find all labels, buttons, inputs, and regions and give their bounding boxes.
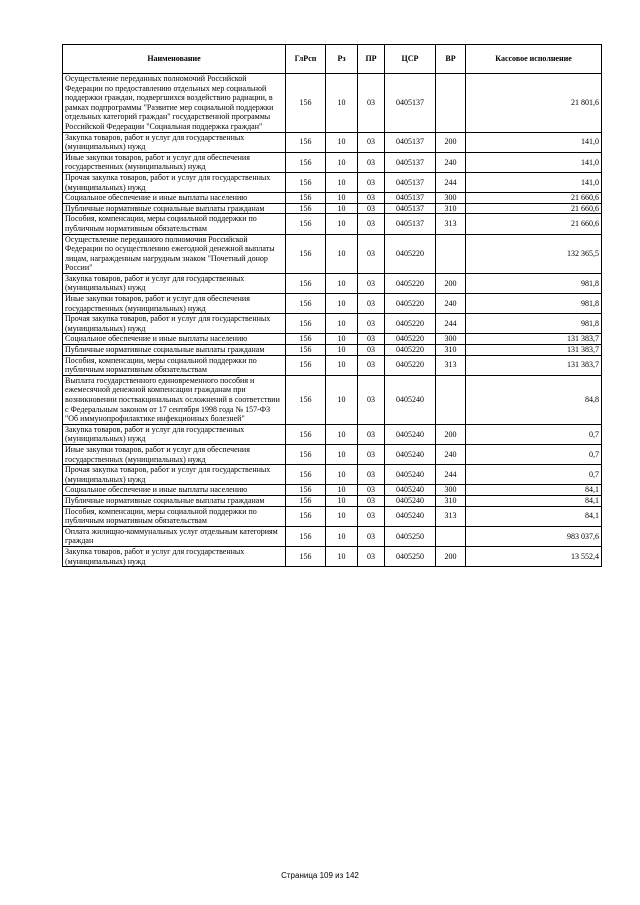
cell-name: Публичные нормативные социальные выплаты гражданам bbox=[63, 345, 286, 356]
cell-glrsp: 156 bbox=[286, 214, 326, 234]
cell-csr: 0405137 bbox=[385, 203, 436, 214]
cell-pr: 03 bbox=[358, 132, 385, 152]
cell-pr: 03 bbox=[358, 526, 385, 546]
cell-rz: 10 bbox=[326, 526, 358, 546]
cell-name: Социальное обеспечение и иные выплаты населению bbox=[63, 193, 286, 204]
cell-rz: 10 bbox=[326, 424, 358, 444]
cell-csr: 0405240 bbox=[385, 444, 436, 464]
cell-pr: 03 bbox=[358, 334, 385, 345]
cell-name: Закупка товаров, работ и услуг для государственных (муниципальных) нужд bbox=[63, 424, 286, 444]
cell-pr: 03 bbox=[358, 273, 385, 293]
cell-vr bbox=[436, 74, 466, 133]
table-row bbox=[63, 314, 602, 334]
cell-vr: 200 bbox=[436, 132, 466, 152]
cell-vr: 313 bbox=[436, 214, 466, 234]
table-row bbox=[63, 506, 602, 526]
cell-pr: 03 bbox=[358, 375, 385, 424]
cell-csr: 0405220 bbox=[385, 273, 436, 293]
cell-name: Прочая закупка товаров, работ и услуг для государственных (муниципальных) нужд bbox=[63, 314, 286, 334]
table-row bbox=[63, 444, 602, 464]
cell-name: Пособия, компенсации, меры социальной поддержки по публичным нормативным обязательствам bbox=[63, 214, 286, 234]
cell-pr: 03 bbox=[358, 193, 385, 204]
cell-name: Социальное обеспечение и иные выплаты населению bbox=[63, 485, 286, 496]
cell-vr: 240 bbox=[436, 152, 466, 172]
cell-glrsp: 156 bbox=[286, 152, 326, 172]
cell-vr: 310 bbox=[436, 495, 466, 506]
cell-name: Публичные нормативные социальные выплаты гражданам bbox=[63, 203, 286, 214]
cell-glrsp: 156 bbox=[286, 172, 326, 192]
cell-pr: 03 bbox=[358, 345, 385, 356]
cell-name: Иные закупки товаров, работ и услуг для обеспечения государственных (муниципальных) нужд bbox=[63, 152, 286, 172]
cell-rz: 10 bbox=[326, 465, 358, 485]
cell-pr: 03 bbox=[358, 495, 385, 506]
budget-table bbox=[62, 44, 602, 567]
cell-csr: 0405220 bbox=[385, 314, 436, 334]
cell-amount: 141,0 bbox=[466, 132, 602, 152]
cell-glrsp: 156 bbox=[286, 546, 326, 566]
cell-vr bbox=[436, 526, 466, 546]
cell-rz: 10 bbox=[326, 132, 358, 152]
table-row bbox=[63, 273, 602, 293]
cell-csr: 0405240 bbox=[385, 506, 436, 526]
cell-pr: 03 bbox=[358, 152, 385, 172]
table-row bbox=[63, 546, 602, 566]
cell-glrsp: 156 bbox=[286, 314, 326, 334]
cell-glrsp: 156 bbox=[286, 355, 326, 375]
cell-amount: 131 383,7 bbox=[466, 334, 602, 345]
cell-vr: 244 bbox=[436, 314, 466, 334]
cell-amount: 981,8 bbox=[466, 273, 602, 293]
table-row bbox=[63, 152, 602, 172]
col-header-vr: ВР bbox=[436, 45, 466, 74]
cell-name: Закупка товаров, работ и услуг для государственных (муниципальных) нужд bbox=[63, 546, 286, 566]
cell-vr: 300 bbox=[436, 193, 466, 204]
cell-rz: 10 bbox=[326, 495, 358, 506]
cell-csr: 0405240 bbox=[385, 485, 436, 496]
cell-name: Осуществление переданных полномочий Российской Федерации по предоставлению отдельных мер социальной поддержки граждан, подвергшихся воздействию радиации, в рамках подпрограммы "Развитие мер социальной поддержки отдельных категорий граждан" государственной программы Российской Федерации "Социальная поддержка граждан" bbox=[63, 74, 286, 133]
cell-amount: 21 660,6 bbox=[466, 193, 602, 204]
cell-rz: 10 bbox=[326, 273, 358, 293]
table-row bbox=[63, 74, 602, 133]
cell-csr: 0405220 bbox=[385, 355, 436, 375]
cell-rz: 10 bbox=[326, 375, 358, 424]
cell-name: Пособия, компенсации, меры социальной поддержки по публичным нормативным обязательствам bbox=[63, 506, 286, 526]
cell-pr: 03 bbox=[358, 172, 385, 192]
cell-csr: 0405240 bbox=[385, 424, 436, 444]
cell-glrsp: 156 bbox=[286, 345, 326, 356]
cell-csr: 0405137 bbox=[385, 214, 436, 234]
cell-name: Прочая закупка товаров, работ и услуг для государственных (муниципальных) нужд bbox=[63, 172, 286, 192]
cell-name: Оплата жилищно-коммунальных услуг отдельным категориям граждан bbox=[63, 526, 286, 546]
cell-rz: 10 bbox=[326, 314, 358, 334]
cell-pr: 03 bbox=[358, 314, 385, 334]
cell-rz: 10 bbox=[326, 546, 358, 566]
cell-amount: 0,7 bbox=[466, 444, 602, 464]
table-row bbox=[63, 485, 602, 496]
cell-vr: 300 bbox=[436, 334, 466, 345]
cell-pr: 03 bbox=[358, 444, 385, 464]
cell-name: Иные закупки товаров, работ и услуг для обеспечения государственных (муниципальных) нужд bbox=[63, 294, 286, 314]
cell-pr: 03 bbox=[358, 214, 385, 234]
table-row bbox=[63, 203, 602, 214]
cell-vr bbox=[436, 375, 466, 424]
cell-rz: 10 bbox=[326, 444, 358, 464]
cell-glrsp: 156 bbox=[286, 234, 326, 273]
cell-amount: 981,8 bbox=[466, 314, 602, 334]
cell-glrsp: 156 bbox=[286, 506, 326, 526]
cell-vr: 244 bbox=[436, 465, 466, 485]
table-row bbox=[63, 132, 602, 152]
col-header-rz: Рз bbox=[326, 45, 358, 74]
cell-csr: 0405137 bbox=[385, 74, 436, 133]
cell-glrsp: 156 bbox=[286, 132, 326, 152]
cell-name: Прочая закупка товаров, работ и услуг для государственных (муниципальных) нужд bbox=[63, 465, 286, 485]
cell-csr: 0405240 bbox=[385, 465, 436, 485]
cell-amount: 13 552,4 bbox=[466, 546, 602, 566]
cell-glrsp: 156 bbox=[286, 273, 326, 293]
col-header-amount: Кассовое исполнение bbox=[466, 45, 602, 74]
page-number: Страница 109 из 142 bbox=[281, 871, 359, 880]
cell-pr: 03 bbox=[358, 203, 385, 214]
table-row bbox=[63, 193, 602, 204]
table-row bbox=[63, 172, 602, 192]
cell-pr: 03 bbox=[358, 355, 385, 375]
cell-amount: 131 383,7 bbox=[466, 355, 602, 375]
cell-vr: 244 bbox=[436, 172, 466, 192]
cell-amount: 21 801,6 bbox=[466, 74, 602, 133]
table-row bbox=[63, 424, 602, 444]
table-row bbox=[63, 495, 602, 506]
cell-vr: 200 bbox=[436, 546, 466, 566]
cell-rz: 10 bbox=[326, 203, 358, 214]
cell-pr: 03 bbox=[358, 424, 385, 444]
cell-rz: 10 bbox=[326, 334, 358, 345]
cell-csr: 0405250 bbox=[385, 546, 436, 566]
cell-rz: 10 bbox=[326, 214, 358, 234]
cell-pr: 03 bbox=[358, 485, 385, 496]
cell-rz: 10 bbox=[326, 193, 358, 204]
cell-csr: 0405137 bbox=[385, 193, 436, 204]
table-row bbox=[63, 355, 602, 375]
cell-glrsp: 156 bbox=[286, 193, 326, 204]
cell-amount: 0,7 bbox=[466, 424, 602, 444]
cell-csr: 0405137 bbox=[385, 152, 436, 172]
cell-glrsp: 156 bbox=[286, 334, 326, 345]
cell-csr: 0405220 bbox=[385, 334, 436, 345]
cell-name: Социальное обеспечение и иные выплаты населению bbox=[63, 334, 286, 345]
cell-rz: 10 bbox=[326, 506, 358, 526]
cell-glrsp: 156 bbox=[286, 375, 326, 424]
cell-name: Иные закупки товаров, работ и услуг для обеспечения государственных (муниципальных) нужд bbox=[63, 444, 286, 464]
cell-amount: 21 660,6 bbox=[466, 203, 602, 214]
cell-glrsp: 156 bbox=[286, 485, 326, 496]
cell-vr: 313 bbox=[436, 355, 466, 375]
cell-amount: 141,0 bbox=[466, 152, 602, 172]
cell-rz: 10 bbox=[326, 294, 358, 314]
cell-name: Закупка товаров, работ и услуг для государственных (муниципальных) нужд bbox=[63, 132, 286, 152]
col-header-glrsp: ГлРсп bbox=[286, 45, 326, 74]
cell-name: Осуществление переданного полномочия Российской Федерации по осуществлению ежегодной денежной выплаты лицам, награжденным нагрудным знаком "Почетный донор России" bbox=[63, 234, 286, 273]
cell-name: Пособия, компенсации, меры социальной поддержки по публичным нормативным обязательствам bbox=[63, 355, 286, 375]
cell-glrsp: 156 bbox=[286, 526, 326, 546]
cell-amount: 84,1 bbox=[466, 506, 602, 526]
cell-amount: 21 660,6 bbox=[466, 214, 602, 234]
table-row bbox=[63, 465, 602, 485]
table-row bbox=[63, 375, 602, 424]
table-row bbox=[63, 526, 602, 546]
cell-name: Публичные нормативные социальные выплаты гражданам bbox=[63, 495, 286, 506]
cell-vr: 200 bbox=[436, 273, 466, 293]
cell-pr: 03 bbox=[358, 74, 385, 133]
cell-amount: 981,8 bbox=[466, 294, 602, 314]
cell-rz: 10 bbox=[326, 74, 358, 133]
cell-pr: 03 bbox=[358, 506, 385, 526]
cell-glrsp: 156 bbox=[286, 294, 326, 314]
cell-csr: 0405240 bbox=[385, 495, 436, 506]
cell-glrsp: 156 bbox=[286, 203, 326, 214]
cell-amount: 132 365,5 bbox=[466, 234, 602, 273]
cell-rz: 10 bbox=[326, 152, 358, 172]
cell-vr: 240 bbox=[436, 444, 466, 464]
cell-csr: 0405240 bbox=[385, 375, 436, 424]
cell-csr: 0405220 bbox=[385, 345, 436, 356]
table-row bbox=[63, 345, 602, 356]
cell-rz: 10 bbox=[326, 234, 358, 273]
cell-glrsp: 156 bbox=[286, 74, 326, 133]
cell-glrsp: 156 bbox=[286, 424, 326, 444]
cell-glrsp: 156 bbox=[286, 495, 326, 506]
cell-csr: 0405137 bbox=[385, 172, 436, 192]
cell-vr: 300 bbox=[436, 485, 466, 496]
table-row bbox=[63, 334, 602, 345]
table-row bbox=[63, 234, 602, 273]
cell-amount: 84,8 bbox=[466, 375, 602, 424]
cell-pr: 03 bbox=[358, 465, 385, 485]
cell-pr: 03 bbox=[358, 546, 385, 566]
cell-amount: 0,7 bbox=[466, 465, 602, 485]
col-header-csr: ЦСР bbox=[385, 45, 436, 74]
cell-csr: 0405137 bbox=[385, 132, 436, 152]
cell-vr: 310 bbox=[436, 203, 466, 214]
cell-rz: 10 bbox=[326, 355, 358, 375]
cell-pr: 03 bbox=[358, 294, 385, 314]
cell-name: Выплата государственного единовременного пособия и ежемесячной денежной компенсации гражданам при возникновении поствакцинальных осложнений в соответствии с Федеральным законом от 17 сентября 1998 года № 157-ФЗ "Об иммунопрофилактике инфекционных болезней" bbox=[63, 375, 286, 424]
table-header-row bbox=[63, 45, 602, 74]
cell-rz: 10 bbox=[326, 485, 358, 496]
table-row bbox=[63, 294, 602, 314]
cell-vr: 200 bbox=[436, 424, 466, 444]
col-header-pr: ПР bbox=[358, 45, 385, 74]
cell-pr: 03 bbox=[358, 234, 385, 273]
cell-csr: 0405220 bbox=[385, 294, 436, 314]
cell-vr bbox=[436, 234, 466, 273]
cell-amount: 131 383,7 bbox=[466, 345, 602, 356]
cell-glrsp: 156 bbox=[286, 465, 326, 485]
table-row bbox=[63, 214, 602, 234]
cell-vr: 313 bbox=[436, 506, 466, 526]
cell-vr: 310 bbox=[436, 345, 466, 356]
cell-amount: 84,1 bbox=[466, 495, 602, 506]
cell-rz: 10 bbox=[326, 172, 358, 192]
cell-glrsp: 156 bbox=[286, 444, 326, 464]
cell-csr: 0405220 bbox=[385, 234, 436, 273]
cell-rz: 10 bbox=[326, 345, 358, 356]
cell-csr: 0405250 bbox=[385, 526, 436, 546]
cell-name: Закупка товаров, работ и услуг для государственных (муниципальных) нужд bbox=[63, 273, 286, 293]
cell-amount: 84,1 bbox=[466, 485, 602, 496]
cell-amount: 141,0 bbox=[466, 172, 602, 192]
cell-amount: 983 037,6 bbox=[466, 526, 602, 546]
col-header-name: Наименование bbox=[63, 45, 286, 74]
cell-vr: 240 bbox=[436, 294, 466, 314]
